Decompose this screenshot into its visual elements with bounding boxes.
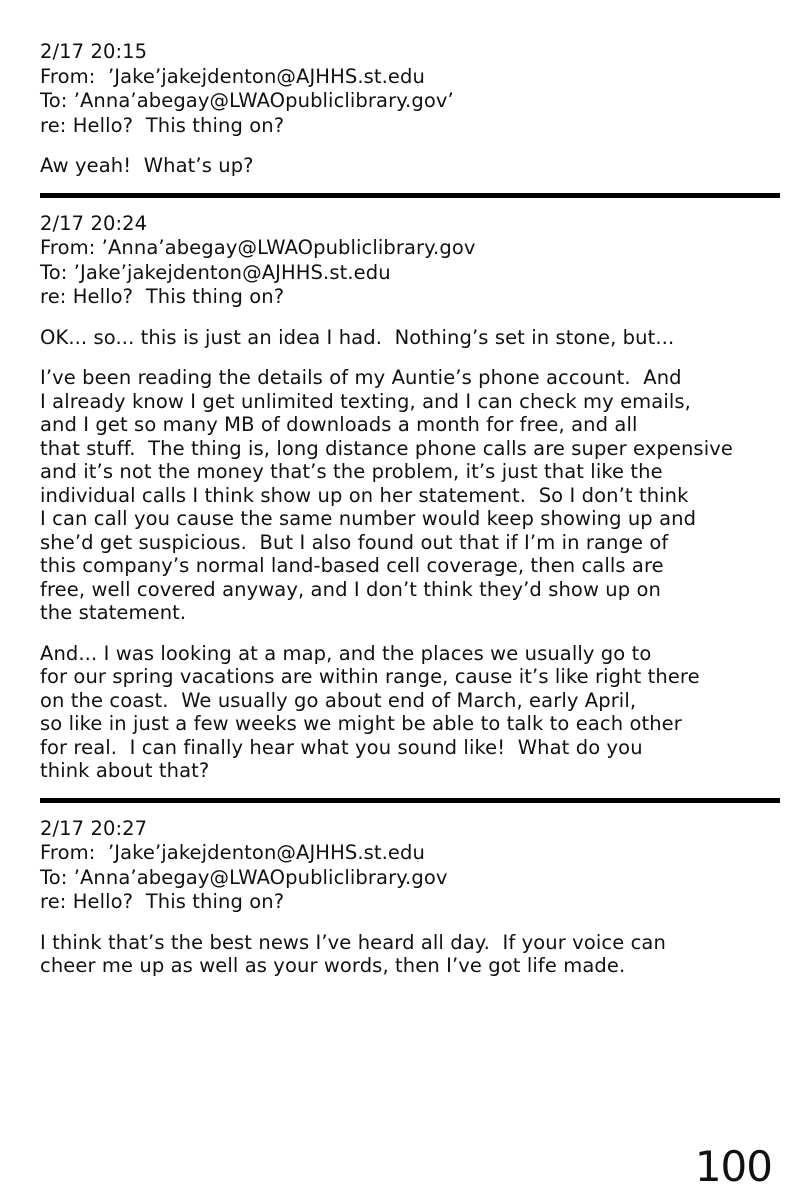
message-line: free, well covered anyway, and I don’t think they’d show up on: [40, 577, 662, 601]
message-timestamp: 2/17 20:15: [40, 40, 148, 63]
message-line: I think that’s the best news I’ve heard all day. If your voice can: [40, 930, 666, 954]
email-message-3: [40, 817, 778, 978]
message-subject: re: Hello? This thing on?: [40, 285, 285, 308]
message-to: To: ʼAnnaʼabegay@LWAOpubliclibrary.govʼ: [40, 89, 454, 112]
header-body-gap: [40, 310, 778, 326]
message-paragraph: [40, 154, 778, 178]
message-line: and I get so many MB of downloads a month for free, and all: [40, 413, 638, 436]
message-line: cheer me up as well as your words, then I’ve got life made.: [40, 954, 626, 977]
header-body-gap: [40, 915, 778, 931]
message-line: on the coast. We usually go about end of March, early April,: [40, 688, 637, 712]
message-from: From: ʼAnnaʼabegay@LWAOpubliclibrary.gov: [40, 236, 476, 259]
message-line: for our spring vacations are within range, cause it’s like right there: [40, 665, 700, 688]
message-line: that stuff. The thing is, long distance phone calls are super expensive: [40, 436, 733, 460]
divider-gap-top-1: [40, 178, 778, 193]
message-paragraph: [40, 642, 778, 783]
divider-gap-top-2: [40, 783, 778, 798]
message-line: I already know I get unlimited texting, and I can check my emails,: [40, 389, 691, 413]
divider-gap-bottom-1: [40, 198, 778, 212]
message-subject: re: Hello? This thing on?: [40, 890, 285, 913]
message-line: for real. I can finally hear what you sound like! What do you: [40, 735, 643, 759]
message-to: To: ʼAnnaʼabegay@LWAOpubliclibrary.gov: [40, 865, 448, 889]
message-timestamp: 2/17 20:24: [40, 211, 148, 235]
message-line: OK... so... this is just an idea I had. Nothing’s set in stone, but...: [40, 325, 675, 349]
message-line: the statement.: [40, 601, 187, 624]
message-from: From: ʼJakeʼjakejdenton@AJHHS.st.edu: [40, 841, 425, 864]
email-message-1: [40, 40, 778, 178]
message-paragraph: [40, 366, 778, 625]
message-subject: re: Hello? This thing on?: [40, 113, 285, 137]
message-timestamp: 2/17 20:27: [40, 816, 148, 840]
page-number: 100: [694, 1142, 772, 1191]
message-line: And... I was looking at a map, and the places we usually go to: [40, 641, 652, 665]
message-line: and it’s not the money that’s the problem, it’s just that like the: [40, 460, 663, 483]
divider-gap-bottom-2: [40, 803, 778, 817]
message-line: so like in just a few weeks we might be able to talk to each other: [40, 712, 682, 735]
message-to: To: ʼJakeʼjakejdenton@AJHHS.st.edu: [40, 260, 391, 284]
message-line: Aw yeah! What’s up?: [40, 154, 254, 177]
message-paragraph: [40, 326, 778, 350]
message-line: individual calls I think show up on her statement. So I don’t think: [40, 483, 689, 507]
message-paragraph: [40, 931, 778, 978]
message-line: I can call you cause the same number would keep showing up and: [40, 507, 697, 530]
message-line: think about that?: [40, 759, 210, 782]
header-body-gap: [40, 138, 778, 154]
message-line: this company’s normal land-based cell coverage, then calls are: [40, 554, 664, 577]
message-line: she’d get suspicious. But I also found out that if I’m in range of: [40, 530, 669, 554]
message-line: I’ve been reading the details of my Auntie’s phone account. And: [40, 366, 682, 389]
message-from: From: ʼJakeʼjakejdenton@AJHHS.st.edu: [40, 64, 425, 88]
email-message-2: [40, 212, 778, 783]
